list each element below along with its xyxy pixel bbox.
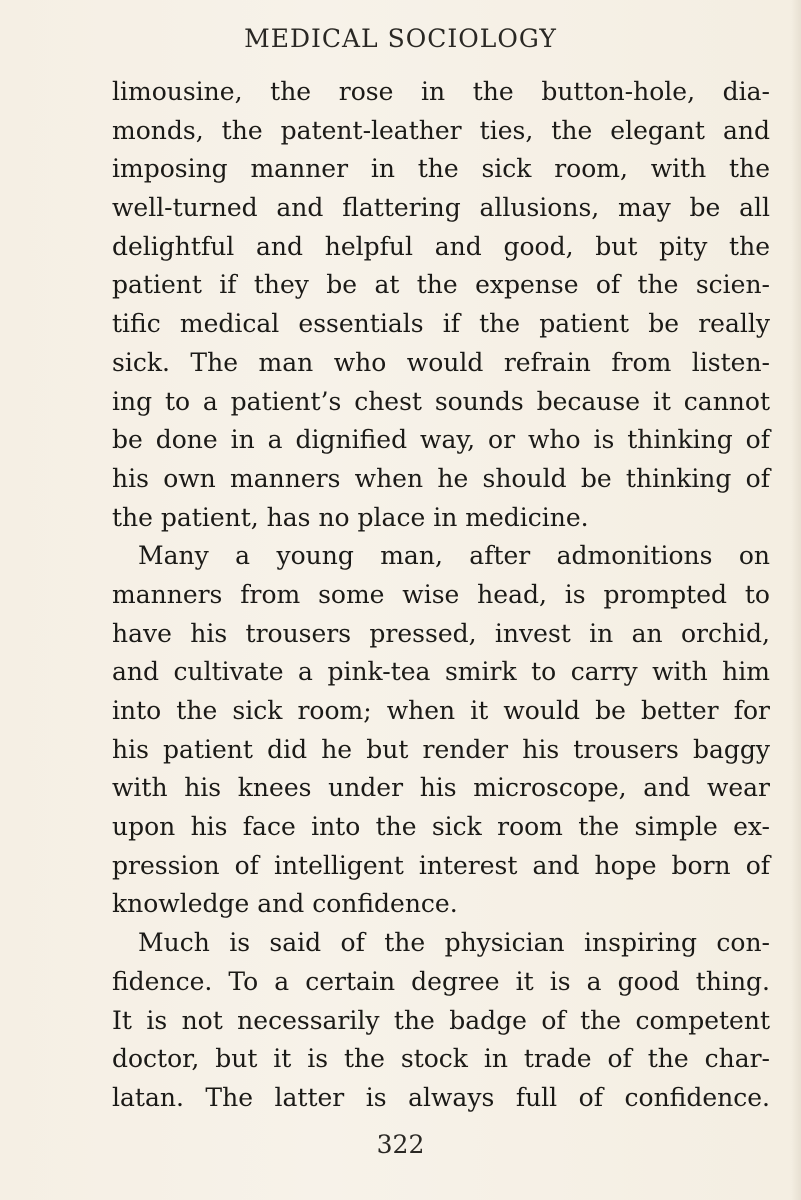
text-line: fidence. To a certain degree it is a good thing. bbox=[112, 966, 770, 996]
text-line: delightful and helpful and good, but pity the bbox=[112, 231, 770, 261]
text-line: sick. The man who would refrain from listen- bbox=[112, 347, 770, 377]
text-line: pression of intelligent interest and hope born of bbox=[112, 850, 770, 880]
text-line: the patient, has no place in medicine. bbox=[112, 502, 589, 532]
text-line: his patient did he but render his trousers baggy bbox=[112, 734, 770, 764]
text-line: knowledge and confidence. bbox=[112, 889, 458, 919]
page-edge-shadow bbox=[791, 0, 801, 1200]
text-line: Much is said of the physician inspiring con- bbox=[138, 928, 770, 958]
text-line: with his knees under his microscope, and wear bbox=[112, 773, 770, 803]
text-line: monds, the patent-leather ties, the elegant and bbox=[112, 115, 770, 145]
text-line: his own manners when he should be thinking of bbox=[112, 463, 770, 493]
text-line: patient if they be at the expense of the scien- bbox=[112, 270, 770, 300]
text-line: upon his face into the sick room the simple ex- bbox=[112, 812, 770, 842]
text-line: into the sick room; when it would be better for bbox=[112, 696, 770, 725]
body-text bbox=[112, 73, 770, 1118]
text-line: doctor, but it is the stock in trade of the char- bbox=[112, 1044, 770, 1074]
page-number: 322 bbox=[376, 1130, 425, 1159]
text-line: and cultivate a pink-tea smirk to carry with him bbox=[112, 657, 770, 687]
text-line: tific medical essentials if the patient be really bbox=[112, 309, 770, 339]
text-line: It is not necessarily the badge of the competent bbox=[112, 1005, 770, 1035]
text-line: limousine, the rose in the button-hole, dia- bbox=[112, 77, 770, 106]
text-line: Many a young man, after admonitions on bbox=[138, 541, 770, 571]
text-line: well-turned and flattering allusions, may be all bbox=[112, 193, 770, 223]
text-line: ing to a patient’s chest sounds because it cannot bbox=[112, 386, 770, 416]
text-line: imposing manner in the sick room, with the bbox=[112, 154, 770, 184]
text-line: be done in a dignified way, or who is thinking of bbox=[112, 425, 770, 455]
text-line: latan. The latter is always full of confidence. bbox=[112, 1082, 770, 1112]
text-line: have his trousers pressed, invest in an orchid, bbox=[112, 618, 770, 648]
text-line: manners from some wise head, is prompted to bbox=[112, 579, 770, 609]
running-head: MEDICAL SOCIOLOGY bbox=[244, 24, 557, 53]
